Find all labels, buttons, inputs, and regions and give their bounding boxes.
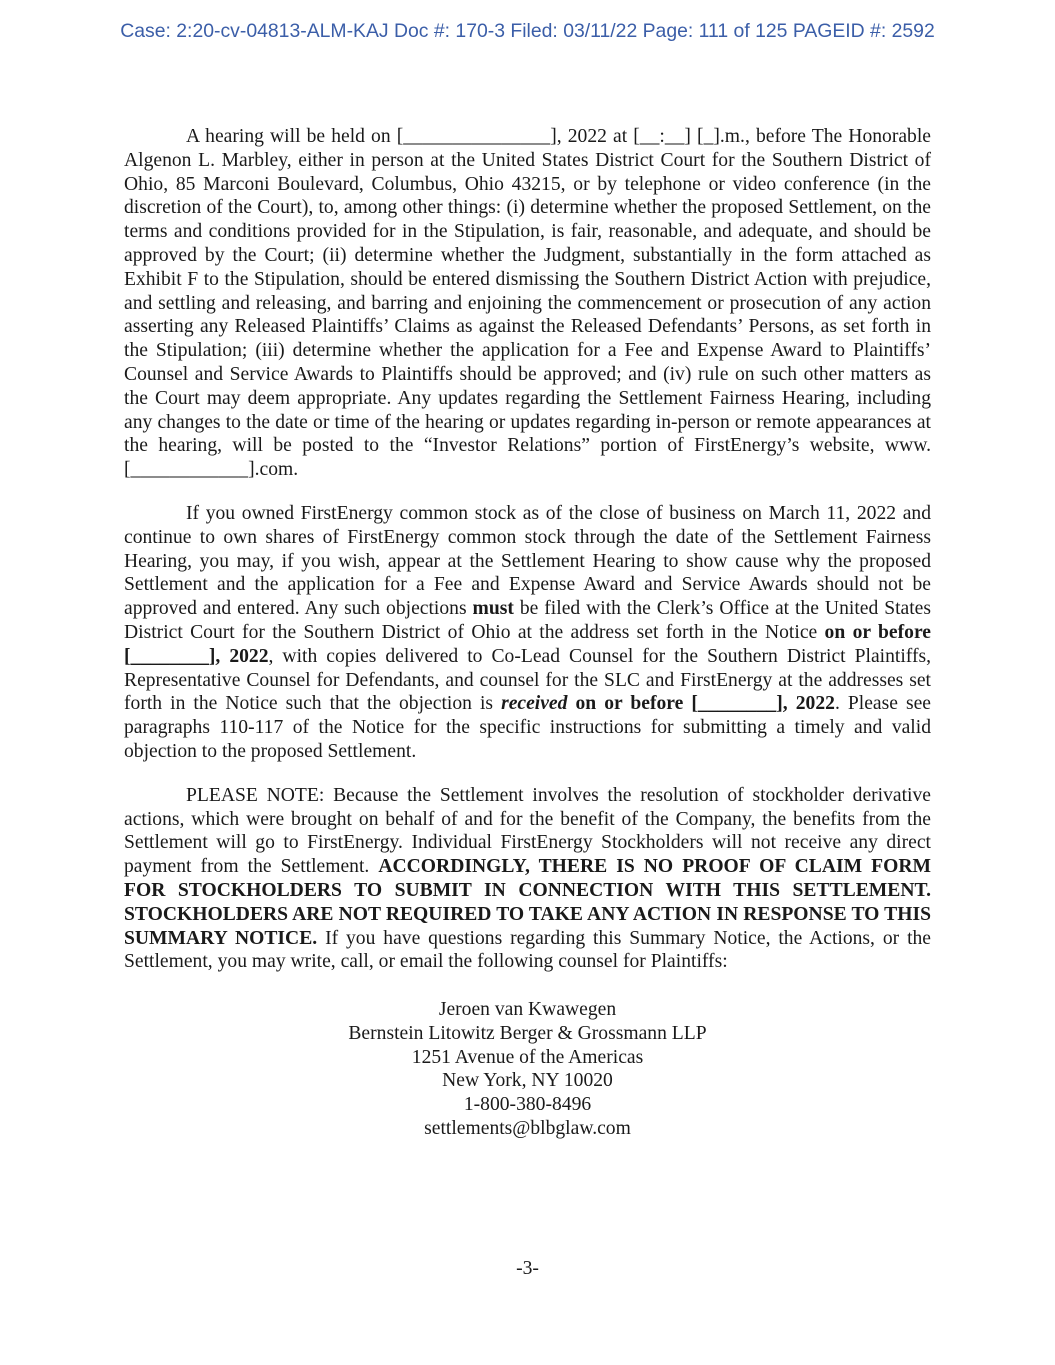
please-note-paragraph xyxy=(124,784,931,974)
document-body xyxy=(124,125,931,1141)
case-header-stamp: Case: 2:20-cv-04813-ALM-KAJ Doc #: 170-3 Filed: 03/11/22 Page: 111 of 125 PAGEID #: 2592 xyxy=(120,20,935,42)
note-text-2: If you have questions regarding this Summary Notice, the Actions, or the Settlement, you may write, call, or email the following counsel for Plaintiffs: xyxy=(124,927,932,973)
counsel-contact-block xyxy=(124,998,931,1141)
must-emphasis: must xyxy=(472,598,514,620)
objection-text-4: . Please see paragraphs 110-117 of the Notice for the specific instructions for submitting a timely and valid objection to the proposed Settlement. xyxy=(124,693,931,762)
filing-deadline: on or before [________], 2022 xyxy=(124,621,931,667)
counsel-email: settlements@blbglaw.com xyxy=(424,1118,631,1140)
counsel-address-line1: 1251 Avenue of the Americas xyxy=(411,1046,644,1068)
page-number: -3- xyxy=(516,1258,539,1279)
objection-text-3: , with copies delivered to Co-Lead Counsel for the Southern District Plaintiffs, Representative Counsel for Defendants, and counsel for the SLC and FirstEnergy at the addresses set forth in the Notice such that the objection is xyxy=(124,645,931,715)
hearing-paragraph: A hearing will be held on [_______________], 2022 at [__:__] [_].m., before The Honorable Algenon L. Marbley, either in person at the United States District Court for the Southern District of Ohio, 85 Marconi Boulevard, Columbus, Ohio 43215, or by telephone or video conference (in the discretion of the Court), to, among other things: (i) determine whether the proposed Settlement, on the terms and conditions provided for in the Stipulation, is fair, reasonable, and adequate, and should be approved by the Court; (ii) determine whether the Judgment, substantially in the form attached as Exhibit F to the Stipulation, should be entered dismissing the Southern District Action with prejudice, and settling and releasing, and barring and enjoining the commencement or prosecution of any action asserting any Released Plaintiffs’ Claims as against the Released Defendants’ Persons, as set forth in the Stipulation; (iii) determine whether the application for a Fee and Expense Award to Plaintiffs’ Counsel and Service Awards to Plaintiffs should be approved; and (iv) rule on such other matters as the Court may deem appropriate. Any updates regarding the Settlement Fairness Hearing, including any changes to the date or time of the hearing or updates regarding in-person or remote appearances at the hearing, will be posted to the “Investor Relations” portion of FirstEnergy’s website, www.[____________].com. xyxy=(124,126,931,481)
counsel-phone: 1-800-380-8496 xyxy=(463,1094,592,1116)
no-claim-form-notice: ACCORDINGLY, THERE IS NO PROOF OF CLAIM FORM FOR STOCKHOLDERS TO SUBMIT IN CONNECTION WITH THIS SETTLEMENT. STOCKHOLDERS ARE NOT REQUIRED TO TAKE ANY ACTION IN RESPONSE TO THIS SUMMARY NOTICE. xyxy=(124,856,931,949)
objection-text-2: be filed with the Clerk’s Office at the United States District Court for the Southern District of Ohio at the address set forth in the Notice xyxy=(124,598,932,643)
objection-text-1: If you owned FirstEnergy common stock as of the close of business on March 11, 2022 and continue to own shares of FirstEnergy common stock through the date of the Settlement Fairness Hearing, you may, if you wish, appear at the Settlement Hearing to show cause why the proposed Settlement and the application for a Fee and Expense Award and Service Awards should not be approved and entered. Any such objections xyxy=(124,502,931,620)
received-emphasis: received xyxy=(501,693,568,715)
receipt-deadline: on or before [________], 2022 xyxy=(567,693,835,715)
objection-paragraph xyxy=(124,502,931,764)
note-text-1: PLEASE NOTE: Because the Settlement involves the resolution of stockholder derivative actions, which were brought on behalf of and for the benefit of the Company, the benefits from the Settlement will go to FirstEnergy. Individual FirstEnergy Stockholders will not receive any direct payment from the Settlement. xyxy=(124,784,931,878)
counsel-name: Jeroen van Kwawegen xyxy=(438,999,617,1021)
counsel-address-line2: New York, NY 10020 xyxy=(442,1070,613,1092)
counsel-firm: Bernstein Litowitz Berger & Grossmann LLP xyxy=(348,1022,707,1044)
